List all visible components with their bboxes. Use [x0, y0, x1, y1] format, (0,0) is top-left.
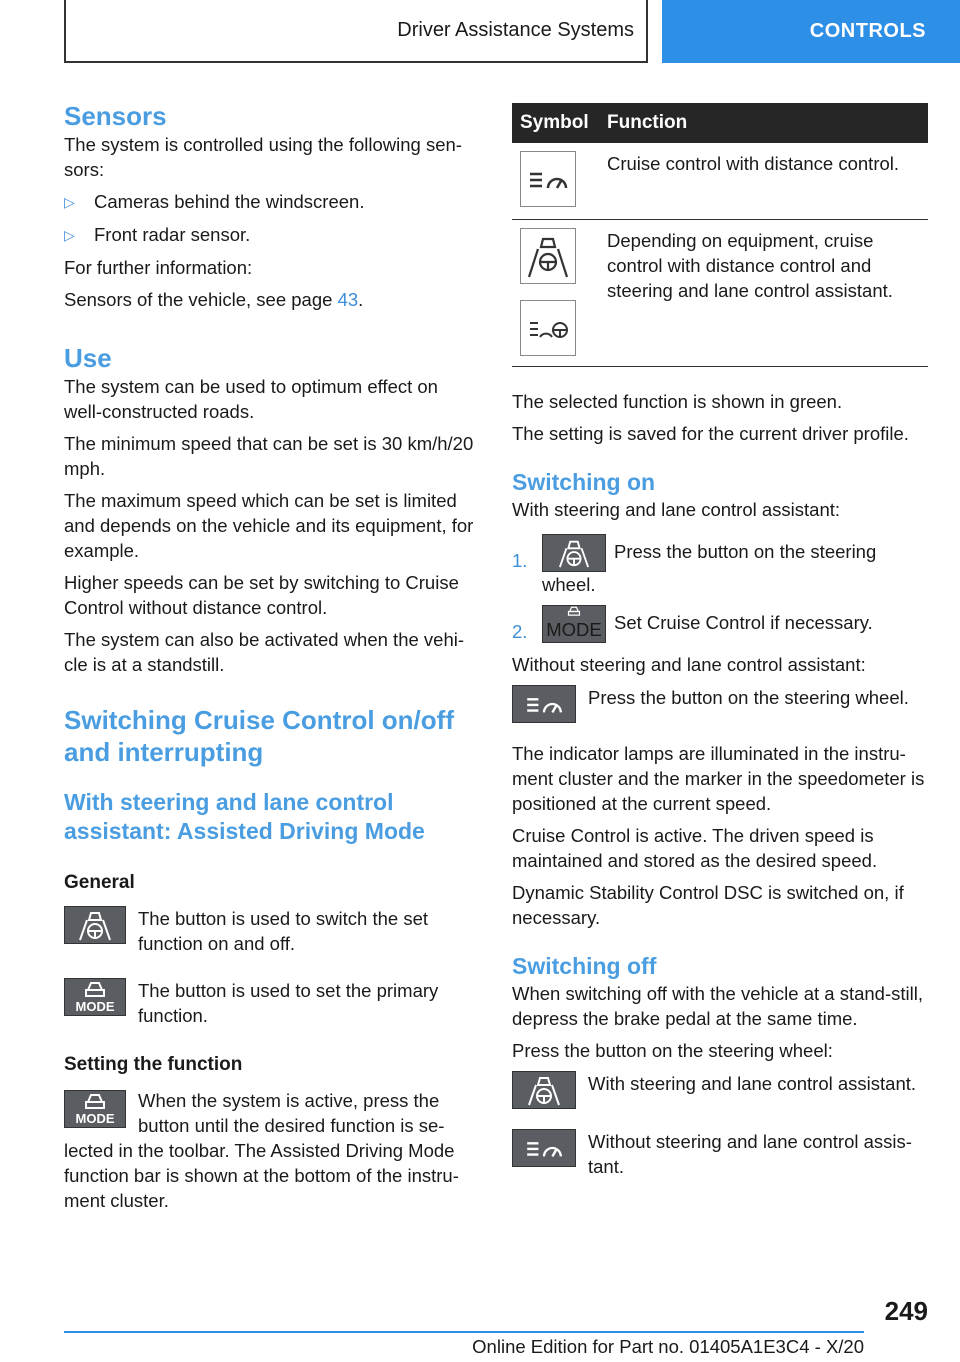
setting-heading: Setting the function [64, 1054, 243, 1075]
mode-button [64, 978, 126, 1016]
general-heading: General [64, 872, 135, 893]
bullet-text: Cameras behind the windscreen. [94, 191, 365, 212]
reference-text: Sensors of the vehicle, see page [64, 289, 338, 310]
switching-on-heading: Switching on [512, 469, 656, 495]
use-paragraph: The maximum speed which can be set is limited and depends on the vehicle and its equipment, for example. [64, 490, 474, 561]
distance-steering-icon [526, 313, 570, 343]
step-text: Press the button on the steering wheel. [542, 540, 877, 595]
general-button-row [64, 906, 478, 956]
general-button2-text: The button is used to set the primary function. [138, 980, 439, 1026]
footer-divider [64, 1331, 864, 1333]
distance-cruise-symbol [520, 151, 576, 207]
step-body [542, 534, 928, 597]
column-header-symbol: Symbol [520, 112, 589, 133]
list-item [64, 222, 478, 248]
mode-label: MODE [75, 999, 115, 1014]
header-section-title: Driver Assistance Systems [397, 19, 634, 41]
selected-paragraph: The selected function is shown in green. [512, 391, 843, 412]
steering-assist-icon [523, 233, 573, 279]
step-text: Set Cruise Control if necessary. [614, 611, 873, 633]
distance-cruise-icon [522, 1134, 566, 1162]
table-header [512, 103, 928, 143]
on-without-button-row [512, 685, 928, 723]
step-1 [512, 534, 928, 597]
use-paragraph: The system can be used to optimum effect on well-constructed roads. [64, 376, 438, 422]
step-number: 2. [512, 621, 528, 642]
footer-edition: Online Edition for Part no. 01405A1E3C4 - X/20 [472, 1336, 864, 1357]
sensors-reference [64, 287, 478, 312]
reference-end: . [358, 289, 364, 310]
assist-button [542, 534, 606, 572]
page-number: 249 [884, 1296, 928, 1326]
steering-assist-icon [72, 908, 118, 942]
mode-button [64, 1090, 126, 1128]
indicator-paragraph: The indicator lamps are illuminated in the instru-ment cluster and the marker in the speedometer is positioned at the current speed. [512, 743, 925, 814]
general-button1-text: The button is used to switch the set function on and off. [138, 908, 428, 954]
list-item [64, 189, 478, 215]
steering-assist-icon [521, 1073, 567, 1107]
on-without-text: Press the button on the steering wheel. [588, 687, 909, 708]
off-with-text: With steering and lane control assistant. [588, 1073, 917, 1094]
step-body [542, 605, 928, 643]
lane-assist-symbol [520, 228, 576, 284]
cruise-button [512, 1129, 576, 1167]
sensors-heading: Sensors [64, 101, 167, 131]
table-cell-symbol [512, 220, 607, 366]
left-column [64, 100, 478, 1213]
general-button-row [64, 978, 478, 1028]
car-icon [83, 981, 107, 999]
header-section-box [64, 0, 648, 63]
symbol-function-table [512, 103, 928, 367]
triangle-bullet-icon: ▷ [64, 194, 75, 210]
assisted-heading: With steering and lane control assistant: Assisted Driving Mode [64, 789, 425, 844]
table-cell-symbol [512, 143, 607, 219]
on-with-paragraph: With steering and lane control assistant: [512, 499, 841, 520]
off-without-text: Without steering and lane control assis-tant. [588, 1131, 912, 1177]
column-header-function: Function [607, 112, 688, 133]
use-heading: Use [64, 343, 112, 373]
mode-label: MODE [75, 1111, 115, 1126]
distance-steering-symbol [520, 300, 576, 356]
steering-assist-icon [552, 537, 596, 569]
off-paragraph: When switching off with the vehicle at a stand-still, depress the brake pedal at the same time. [512, 983, 923, 1029]
setting-paragraph [64, 1088, 478, 1213]
bullet-text: Front radar sensor. [94, 224, 251, 245]
saved-paragraph: The setting is saved for the current driver profile. [512, 423, 909, 444]
off-paragraph: Press the button on the steering wheel: [512, 1040, 833, 1061]
use-paragraph: Higher speeds can be set by switching to Cruise Control without distance control. [64, 572, 459, 618]
switching-off-heading: Switching off [512, 953, 657, 979]
car-icon [83, 1093, 107, 1111]
sensors-intro: The system is controlled using the following sen-sors: [64, 134, 462, 180]
setting-text: When the system is active, press the button until the desired function is se-lected in the toolbar. The Assisted Driving Mode function bar is shown at the bottom of the instru-ment cluster. [64, 1090, 459, 1211]
table-row [512, 220, 928, 367]
step-number: 1. [512, 550, 528, 571]
mode-label: MODE [546, 619, 602, 640]
page-link[interactable]: 43 [337, 289, 359, 310]
table-row [512, 143, 928, 220]
dsc-paragraph: Dynamic Stability Control DSC is switched on, if necessary. [512, 882, 904, 928]
table-cell-function: Depending on equipment, cruise control with distance control and steering and lane control assistant. [607, 230, 893, 301]
off-without-button-row [512, 1129, 928, 1179]
off-with-button-row [512, 1071, 928, 1109]
on-without-paragraph: Without steering and lane control assistant: [512, 654, 866, 675]
active-paragraph: Cruise Control is active. The driven speed is maintained and stored as the desired speed. [512, 825, 878, 871]
cruise-button [512, 685, 576, 723]
mode-button [542, 605, 606, 643]
use-paragraph: The minimum speed that can be set is 30 km/h/20 mph. [64, 433, 474, 479]
distance-cruise-icon [526, 164, 570, 194]
assist-button [512, 1071, 576, 1109]
step-2 [512, 605, 928, 644]
assist-button [64, 906, 126, 944]
right-column [512, 100, 928, 1187]
header-chapter-title: CONTROLS [809, 20, 926, 42]
use-paragraph: The system can also be activated when the vehi-cle is at a standstill. [64, 629, 465, 675]
table-cell-function: Cruise control with distance control. [607, 153, 900, 174]
header-chapter-tab[interactable] [662, 0, 960, 63]
further-info: For further information: [64, 257, 253, 278]
triangle-bullet-icon: ▷ [64, 227, 75, 243]
distance-cruise-icon [522, 690, 566, 718]
switching-heading: Switching Cruise Control on/off and interrupting [64, 705, 454, 767]
car-icon [562, 606, 586, 617]
